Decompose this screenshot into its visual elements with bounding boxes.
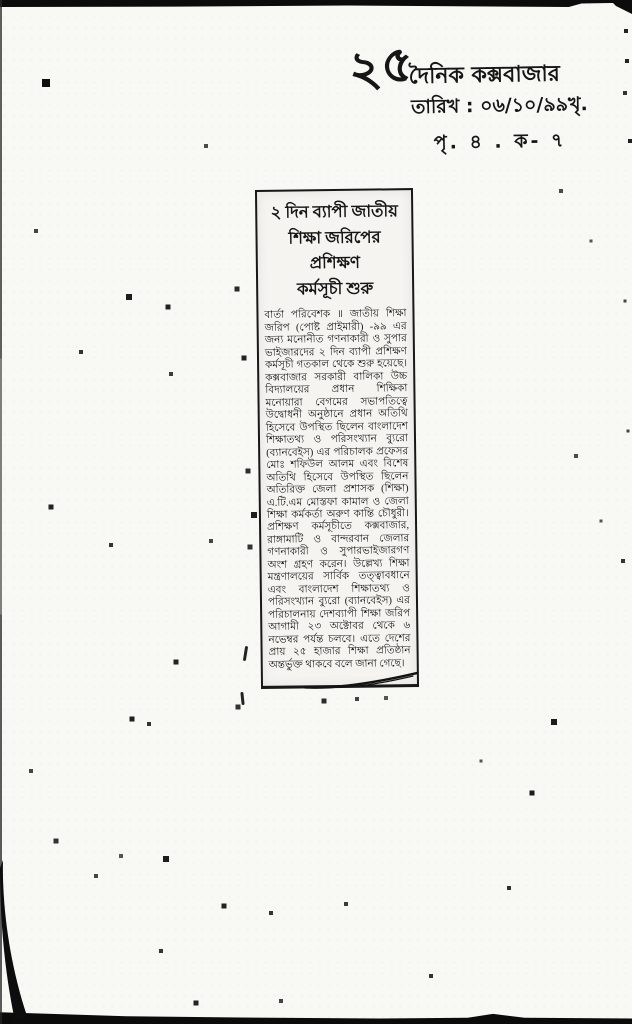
scan-edge-top — [0, 0, 632, 7]
annotation-page-reference: পৃ. ৪ . ক- ৭ — [433, 129, 567, 154]
scan-edge-left — [0, 0, 2, 1024]
headline-line-3: কর্মসূচী শুরু — [296, 278, 374, 299]
handwritten-annotation — [340, 33, 620, 154]
newspaper-clipping — [255, 188, 419, 689]
clipping-serial-number: ২৫ — [345, 33, 417, 100]
scan-edge-bottom — [0, 1011, 632, 1024]
ink-dash-mark — [243, 646, 248, 661]
photocopy-speckles — [0, 0, 2, 2]
annotation-date: তারিখ : ০৬/১০/৯৯খৃ. — [410, 93, 588, 119]
pen-flourish-mark — [301, 670, 421, 691]
headline-line-2: শিক্ষা জরিপের প্রশিক্ষণ — [288, 227, 381, 273]
ink-dash-mark — [240, 692, 244, 705]
clipping-body-text: বার্তা পরিবেশক ॥ জাতীয় শিক্ষা জরিপ (পোষ্ট প্রাইমারী) -৯৯ এর জন্য মনোনীত গণনাকারী ও সুপার ভাইজারদের ২ দিন ব্যাপী প্রশিক্ষণ কর্মসূচী গতকাল থেকে শুরু হয়েছে। কক্সবাজার সরকারী বালিকা উচ্চ বিদ্যালয়ের প্রধান শিক্ষিকা মনোয়ারা বেগমের সভাপতিত্বে উদ্বোধনী অনুষ্ঠানে প্রধান অতিথি হিসেবে উপস্থিত ছিলেন বাংলাদেশ শিক্ষাতথ্য ও পরিসংখ্যান ব্যুরো (ব্যানবেইস) এর পরিচালক প্রফেসর মোঃ শফিউল আলম এবং বিশেষ অতিথি হিসেবে উপস্থিত ছিলেন অতিরিক্ত জেলা প্রশাসক (শিক্ষা) এ.টি.এম মোস্তফা কামাল ও জেলা শিক্ষা কর্মকর্তা অরুণ কান্তি চৌধুরী। প্রশিক্ষণ কর্মসূচীতে কক্সবাজার, রাঙ্গামাটি ও বান্দরবান জেলার গণনাকারী ও সুপারভাইজারগণ অংশ গ্রহণ করেন। উল্লেখ্য শিক্ষা মন্ত্রণালয়ের সার্বিক তত্ত্বাবধানে এবং বাংলাদেশ শিক্ষাতথ্য ও পরিসংখ্যান ব্যুরো (ব্যানবেইস) এর পরিচালনায় দেশব্যাপী শিক্ষা জরিপ আগামী ২৩ অক্টোবর থেকে ৬ নভেম্বর পর্যন্ত চলবে। এতে দেশের প্রায় ২৫ হাজার শিক্ষা প্রতিষ্ঠান অন্তর্ভুক্ত থাকবে বলে জানা গেছে। — [264, 308, 411, 671]
newspaper-name: দৈনিক কক্সবাজার — [408, 61, 561, 90]
clipping-headline — [263, 198, 406, 302]
headline-line-1: ২ দিন ব্যাপী জাতীয় — [270, 201, 399, 222]
